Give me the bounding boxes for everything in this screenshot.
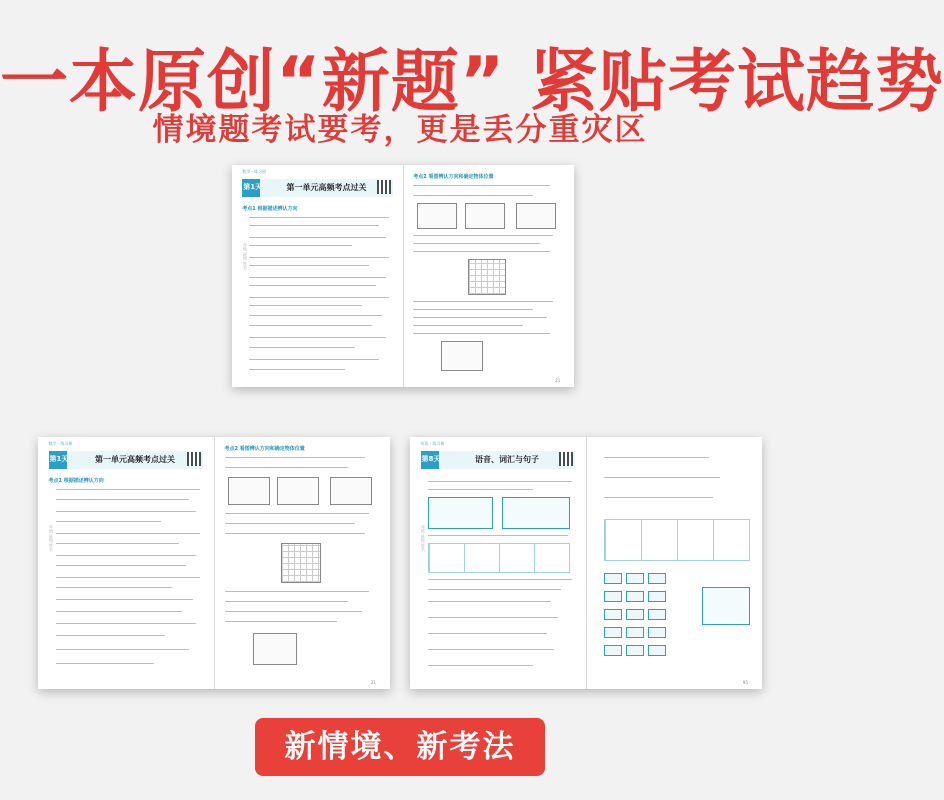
unit-title: 语音、词汇与句子 [475, 455, 539, 464]
map-figure [330, 477, 372, 505]
bottom-right-spread [410, 437, 762, 689]
bottom-left-right-page [214, 437, 390, 689]
bottom-right-left-page [410, 437, 586, 689]
bottom-left-spread [38, 437, 390, 689]
word-box-row [604, 645, 710, 654]
word-table [428, 543, 571, 573]
section-title: 考点2 看图辨认方向和确定物体位置 [413, 174, 494, 180]
qr-code-icon [377, 180, 391, 194]
page-number: 21 [555, 378, 561, 383]
grid-figure [281, 543, 321, 583]
room-figure [441, 341, 483, 371]
page-header: 英语 · 练习册 [420, 441, 445, 446]
word-box-row [604, 573, 710, 582]
section-title: 考点1 根据描述辨认方向 [48, 478, 104, 484]
unit-title: 第一单元高频考点过关 [95, 455, 175, 464]
map-figure [417, 203, 457, 229]
room-figure [253, 633, 297, 665]
page-header: 数学 · 练习册 [242, 169, 267, 174]
page-number: 95 [742, 680, 748, 685]
unit-banner [242, 179, 393, 197]
top-spread [232, 165, 574, 387]
side-notes: 年级 班级 姓名 [421, 525, 426, 552]
unit-banner [421, 451, 576, 469]
side-notes: 年级 班级 姓名 [49, 525, 54, 552]
map-figure [277, 477, 319, 505]
cta-button[interactable]: 新情境、新考法 [255, 718, 545, 776]
map-figure [465, 203, 505, 229]
day-label: 第8天 [421, 455, 441, 463]
section-title: 考点2 看图辨认方向和确定物体位置 [224, 446, 305, 452]
answer-options-box [702, 587, 750, 625]
map-figure [516, 203, 556, 229]
day-label: 第1天 [49, 455, 69, 463]
qr-code-icon [559, 452, 573, 466]
main-title: 一本原创“新题” 紧贴考试趋势 [0, 43, 944, 122]
day-label: 第1天 [243, 183, 263, 191]
word-box-row [604, 591, 710, 600]
reading-box [502, 497, 571, 529]
page-header: 数学 · 练习册 [48, 441, 73, 446]
page-number: 21 [370, 680, 376, 685]
map-figure [228, 477, 270, 505]
reading-box [428, 497, 493, 529]
bottom-left-left-page [38, 437, 214, 689]
top-spread-left-page [232, 165, 403, 387]
grid-figure [468, 259, 506, 295]
bottom-right-right-page [586, 437, 762, 689]
picture-word-table [604, 519, 750, 561]
subtitle: 情境题考试要考，更是丢分重灾区 [152, 112, 648, 148]
word-box-row [604, 627, 710, 636]
side-notes: 年级 班级 姓名 [243, 242, 248, 270]
section-title: 考点1 根据描述辨认方向 [242, 206, 298, 212]
word-box-row [604, 609, 710, 618]
top-spread-right-page [403, 165, 574, 387]
qr-code-icon [187, 452, 201, 466]
unit-banner [49, 451, 204, 469]
unit-title: 第一单元高频考点过关 [286, 183, 367, 192]
